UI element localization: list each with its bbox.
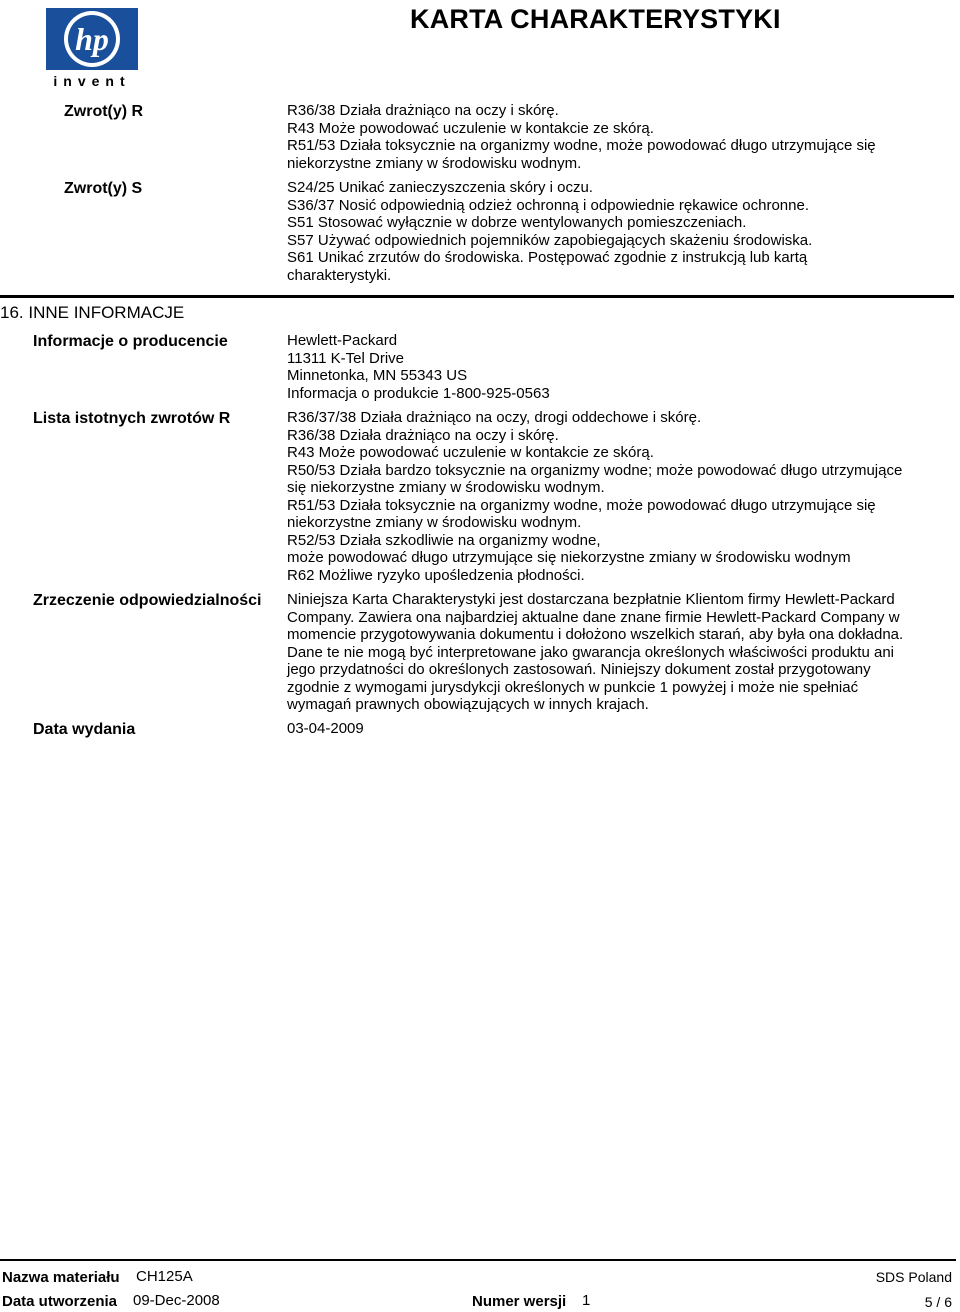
producer-info [287, 332, 550, 402]
disclaimer-line: wymagań prawnych obowiązujących w innych krajach. [287, 696, 649, 713]
section-divider [0, 295, 954, 298]
producer-label: Informacje o producencie [33, 333, 228, 350]
r-list-text [287, 409, 902, 584]
r-list-line: niekorzystne zmiany w środowisku wodnym. [287, 514, 582, 531]
s-phrase-line: charakterystyki. [287, 266, 392, 284]
r-phrase-line: R51/53 Działa toksycznie na organizmy wodne, może powodować długo utrzymujące się [287, 137, 876, 154]
r-phrase-line: R36/38 Działa drażniąco na oczy i skórę. [287, 102, 559, 119]
created-date-label: Data utworzenia [2, 1293, 118, 1310]
section-16-title: 16. INNE INFORMACJE [0, 303, 185, 322]
disclaimer-label: Zrzeczenie odpowiedzialności [33, 592, 262, 609]
disclaimer-line: Company. Zawiera ona najbardziej aktualne dane znane firmie Hewlett-Packard Company w [287, 608, 900, 626]
r-list-line: R43 Może powodować uczulenie w kontakcie ze skórą. [287, 444, 654, 461]
r-list-line: się niekorzystne zmiany w środowisku wodnym. [287, 479, 605, 496]
r-list-line: może powodować długo utrzymujące się niekorzystne zmiany w środowisku wodnym [287, 549, 851, 566]
created-date-value: 09-Dec-2008 [133, 1292, 220, 1309]
s-phrase-line: S57 Używać odpowiednich pojemników zapobiegających skażeniu środowiska. [287, 231, 813, 249]
r-phrase-line: niekorzystne zmiany w środowisku wodnym. [287, 154, 582, 172]
disclaimer-line: Niniejsza Karta Charakterystyki jest dostarczana bezpłatnie Klientom firmy Hewlett-Packard [287, 591, 895, 608]
document-title: KARTA CHARAKTERYSTYKI [410, 4, 781, 34]
hp-logo-icon [44, 6, 140, 90]
r-list-line: R36/37/38 Działa drażniąco na oczy, drogi oddechowe i skórę. [287, 409, 702, 426]
s-phrase-line: S51 Stosować wyłącznie w dobrze wentylowanych pomieszczeniach. [287, 214, 747, 231]
s-phrase-line: S36/37 Nosić odpowiednią odzież ochronną i odpowiednie rękawice ochronne. [287, 196, 810, 214]
producer-line: Hewlett-Packard [287, 332, 398, 349]
s-phrases-label: Zwrot(y) S [64, 180, 143, 197]
material-name-label: Nazwa materiału [2, 1269, 120, 1286]
r-phrases-text [287, 102, 876, 172]
producer-line: 11311 K-Tel Drive [287, 349, 404, 367]
version-label: Numer wersji [472, 1293, 567, 1310]
r-list-line: R51/53 Działa toksycznie na organizmy wodne, może powodować długo utrzymujące się [287, 496, 876, 514]
r-list-line: R52/53 Działa szkodliwie na organizmy wodne, [287, 531, 601, 549]
disclaimer-line: momencie przygotowywania dokumentu i dołożono wszelkich starań, aby była ona dokładna. [287, 626, 904, 643]
logo-text: invent [53, 73, 131, 89]
r-list-line: R50/53 Działa bardzo toksycznie na organizmy wodne; może powodować długo utrzymujące [287, 461, 903, 479]
producer-line: Minnetonka, MN 55343 US [287, 367, 468, 384]
r-list-line: R36/38 Działa drażniąco na oczy i skórę. [287, 426, 559, 444]
disclaimer-line: zgodnie z wymogami jurysdykcji określonych w punkcie 1 powyżej i może nie spełniać [287, 678, 859, 696]
page-number: 5 / 6 [924, 1294, 952, 1310]
s-phrases-text [287, 179, 812, 284]
r-phrases-label: Zwrot(y) R [64, 103, 144, 120]
producer-line: Informacja o produkcie 1-800-925-0563 [287, 384, 550, 402]
sds-region: SDS Poland [875, 1269, 952, 1285]
logo-mark: hp [75, 21, 109, 57]
material-name-value: CH125A [136, 1268, 193, 1285]
issue-date-value: 03-04-2009 [287, 720, 364, 737]
disclaimer-line: Dane te nie mogą być interpretowane jako gwarancja określonych właściwości produktu ani [287, 643, 894, 661]
s-phrase-line: S61 Unikać zrzutów do środowiska. Postępować zgodnie z instrukcją lub kartą [287, 249, 808, 266]
issue-date-label: Data wydania [33, 721, 136, 738]
footer-divider [0, 1259, 956, 1261]
r-list-label: Lista istotnych zwrotów R [33, 410, 231, 427]
hp-logo [44, 6, 140, 90]
disclaimer-text [287, 591, 903, 714]
disclaimer-line: jego przydatności do określonych zastosowań. Niniejszy dokument został przygotowany [287, 661, 871, 678]
version-value: 1 [582, 1292, 591, 1309]
r-list-line: R62 Możliwe ryzyko upośledzenia płodności. [287, 566, 585, 584]
r-phrase-line: R43 Może powodować uczulenie w kontakcie ze skórą. [287, 119, 654, 137]
s-phrase-line: S24/25 Unikać zanieczyszczenia skóry i oczu. [287, 179, 593, 196]
